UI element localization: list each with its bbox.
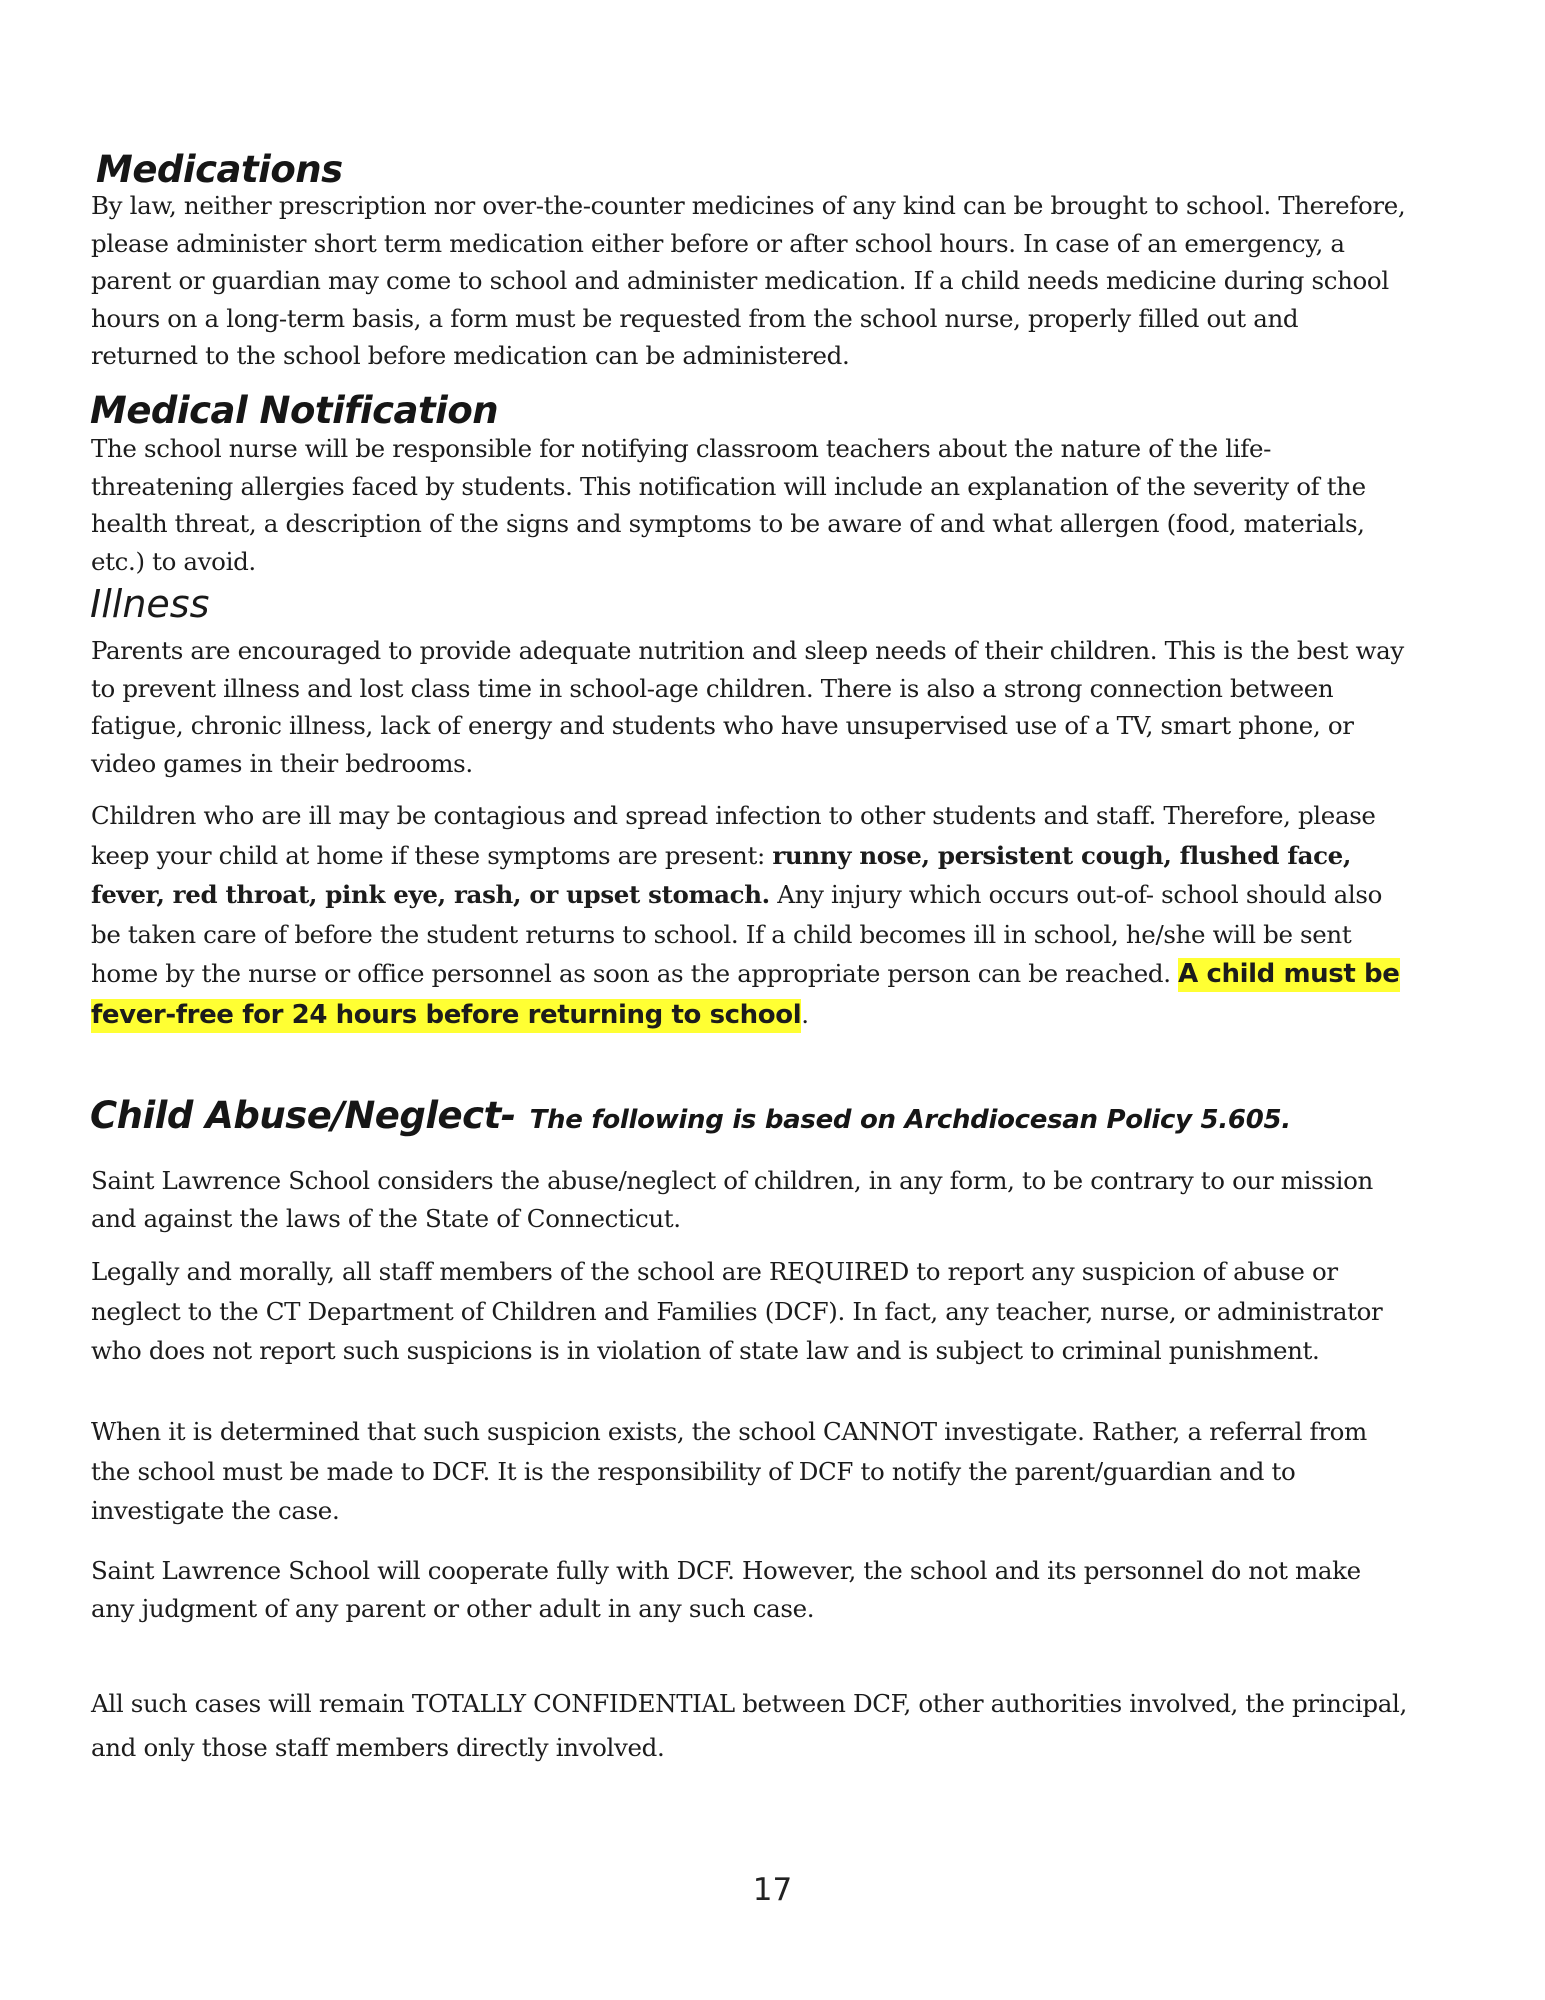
child-abuse-heading-text: Child Abuse/Neglect- [90, 1094, 516, 1137]
child-abuse-paragraph-2: Legally and morally, all staff members of the school are REQUIRED to report any suspicion of abuse or neglect to the CT Department of Children and Families (DCF). In fact, any teacher, nurse, or administrator who does not report such suspicions is in violation of state law and is subject to criminal punishment. [91, 1257, 1383, 1365]
page-number: 17 [752, 1872, 793, 1908]
illness-intro-text: Children who are ill may be contagious and spread infection to other students and staff. Therefore, please keep your child at home if these symptoms are present: [91, 801, 1376, 870]
medications-heading: Medications [96, 148, 343, 191]
illness-end-period: . [801, 999, 809, 1029]
medications-paragraph: By law, neither prescription nor over-the-counter medicines of any kind can be brought to school. Therefore, please administer short term medication either before or after school hours. In case of an emergency, a parent or guardian may come to school and administer medication. If a child needs medicine during school hours on a long-term basis, a form must be requested from the school nurse, properly filled out and returned to the school before medication can be administered. [91, 191, 1406, 370]
illness-rest-text: Any injury which occurs out-of- school should also be taken care of before the student returns to school. If a child becomes ill in school, he/she will be sent home by the nurse or office personnel as soon as the appropriate person can be reached. [91, 880, 1382, 988]
child-abuse-paragraph-3: When it is determined that such suspicion exists, the school CANNOT investigate. Rather, a referral from the school must be made to DCF. It is the responsibility of DCF to notify the parent/guardian and to investigate the case. [91, 1417, 1367, 1525]
child-abuse-heading [90, 1094, 1291, 1137]
child-abuse-paragraph-4: Saint Lawrence School will cooperate fully with DCF. However, the school and its personnel do not make any judgment of any parent or other adult in any such case. [91, 1556, 1361, 1623]
child-abuse-paragraph-1: Saint Lawrence School considers the abuse/neglect of children, in any form, to be contrary to our mission and against the laws of the State of Connecticut. [91, 1166, 1373, 1233]
illness-paragraph-2 [91, 796, 1411, 1035]
symptoms-list: runny nose, persistent cough, flushed face, fever, red throat, pink eye, rash, or upset stomach. [91, 840, 1352, 909]
fever-free-highlight: A child must be fever-free for 24 hours before returning to school [91, 958, 1400, 1033]
medical-notification-heading: Medical Notification [90, 389, 499, 432]
illness-heading: Illness [90, 582, 210, 626]
illness-paragraph-1: Parents are encouraged to provide adequate nutrition and sleep needs of their children. This is the best way to prevent illness and lost class time in school-age children. There is also a strong connection between fatigue, chronic illness, lack of energy and students who have unsupervised use of a TV, smart phone, or video games in their bedrooms. [91, 636, 1404, 778]
child-abuse-subheading: The following is based on Archdiocesan Policy 5.605. [529, 1105, 1291, 1135]
child-abuse-paragraph-5: All such cases will remain TOTALLY CONFIDENTIAL between DCF, other authorities involved, the principal, and only those staff members directly involved. [91, 1689, 1407, 1762]
medical-notification-paragraph: The school nurse will be responsible for notifying classroom teachers about the nature of the life-threatening allergies faced by students. This notification will include an explanation of the severity of the health threat, a description of the signs and symptoms to be aware of and what allergen (food, materials, etc.) to avoid. [91, 434, 1366, 576]
